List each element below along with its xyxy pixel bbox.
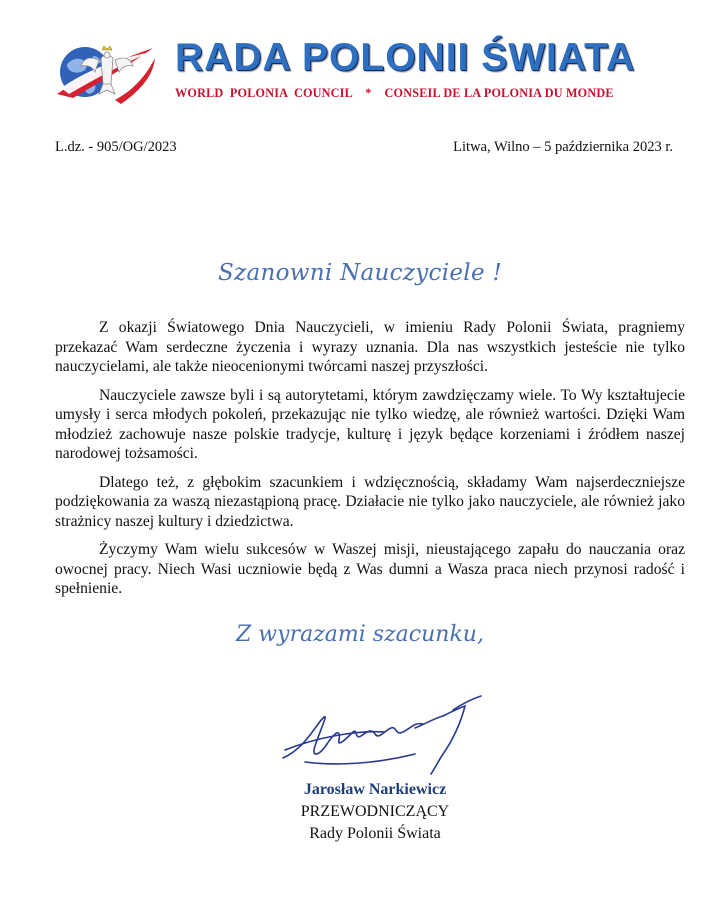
closing-phrase: Z wyrazami szacunku, <box>236 622 484 647</box>
letter-body <box>55 318 685 608</box>
place-and-date: Litwa, Wilno – 5 października 2023 r. <box>453 139 673 155</box>
signer-name: Jarosław Narkiewicz <box>303 781 447 798</box>
paragraph: Z okazji Światowego Dnia Nauczycieli, w imieniu Rady Polonii Świata, pragniemy przekazać Wam serdeczne życzenia i wyrazy uznania. Dla nas wszystkich jesteście nie tylko nauczycielami, ale także nieocenionymi twórcami naszej przyszłości. <box>55 319 685 375</box>
signer-organization: Rady Polonii Świata <box>309 825 441 842</box>
salutation: Szanowni Nauczyciele ! <box>217 260 503 286</box>
paragraph: Dlatego też, z głębokim szacunkiem i wdzięcznością, składamy Wam najserdeczniejsze podziękowania za waszą niezastąpioną pracę. Działacie nie tylko jako nauczyciele, ale również jako strażnicy naszej kultury i dziedzictwa. <box>55 473 685 530</box>
eagle-globe-emblem-icon <box>55 38 159 106</box>
signer-role: PRZEWODNICZĄCY <box>300 803 450 820</box>
letter-meta <box>55 139 673 156</box>
reference-number: L.dz. - 905/OG/2023 <box>55 139 177 155</box>
organization-subtitle: WORLD POLONIA COUNCIL * CONSEIL DE LA POLONIA DU MONDE <box>175 86 614 100</box>
paragraph: Życzymy Wam wielu sukcesów w Waszej misji, nieustającego zapału do nauczania oraz owocnej pracy. Niech Wasi uczniowie będą z Was dumni a Wasza praca niech przynosi radość i spełnienie. <box>55 541 685 597</box>
organization-title: RADA POLONII ŚWIATA <box>175 36 636 79</box>
paragraph: Nauczyciele zawsze byli i są autorytetami, którym zawdzięczamy wiele. To Wy kształtujecie umysły i serca młodych pokoleń, przekazując nie tylko wiedzę, ale również wartości. Dzięki Wam młodzież zachowuje nasze polskie tradycje, kulturę i język będące korzeniami i źródłem naszej narodowej tożsamości. <box>55 386 685 462</box>
handwritten-signature-icon <box>275 688 500 783</box>
letterhead <box>0 0 720 110</box>
